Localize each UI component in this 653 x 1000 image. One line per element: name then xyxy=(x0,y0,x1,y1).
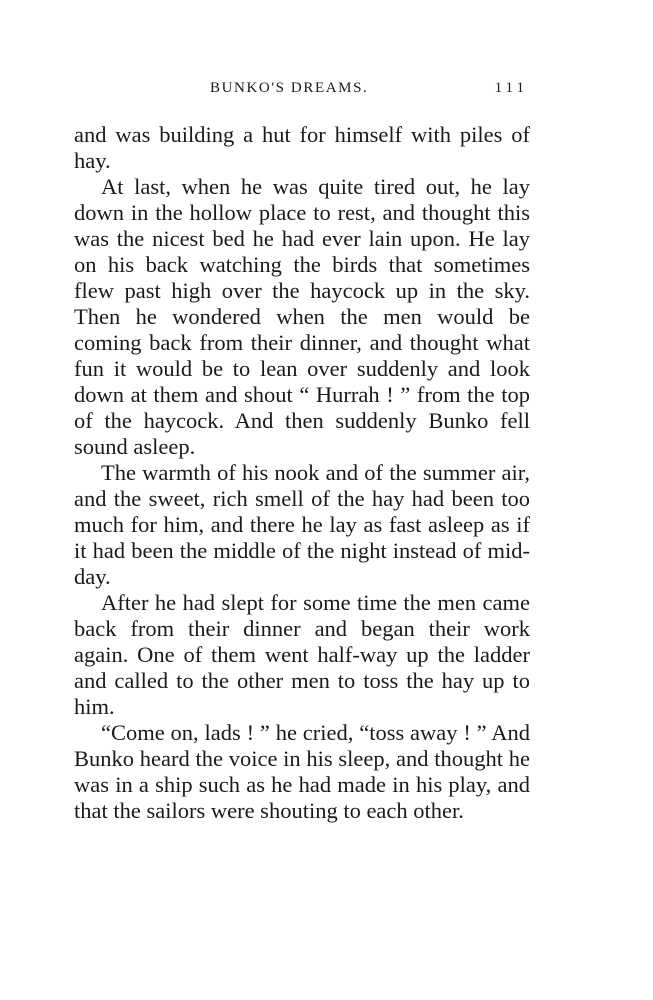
paragraph: At last, when he was quite tired out, he lay down in the hollow place to rest, and thought this was the nicest bed he had ever lain upon. He lay on his back watching the birds that sometimes flew past high over the haycock up in the sky. Then he wondered when the men would be coming back from their dinner, and thought what fun it would be to lean over suddenly and look down at them and shout “ Hurrah ! ” from the top of the haycock. And then suddenly Bunko fell sound asleep. xyxy=(74,174,530,459)
paragraph: After he had slept for some time the men came back from their dinner and began their work again. One of them went half-way up the ladder and called to the other men to toss the hay up to him. xyxy=(74,590,530,719)
body-text xyxy=(74,122,530,824)
paragraph: The warmth of his nook and of the summer air, and the sweet, rich smell of the hay had been too much for him, and there he lay as fast asleep as if it had been the middle of the night instead of mid-day. xyxy=(74,460,530,589)
paragraph: “Come on, lads ! ” he cried, “toss away ! ” And Bunko heard the voice in his sleep, and thought he was in a ship such as he had made in his play, and that the sailors were shouting to each other. xyxy=(74,720,530,823)
paragraph-continued: and was building a hut for himself with piles of hay. xyxy=(74,122,530,173)
page-number: 111 xyxy=(494,80,528,96)
running-title: BUNKO'S DREAMS. xyxy=(210,80,369,96)
running-header xyxy=(74,80,528,104)
